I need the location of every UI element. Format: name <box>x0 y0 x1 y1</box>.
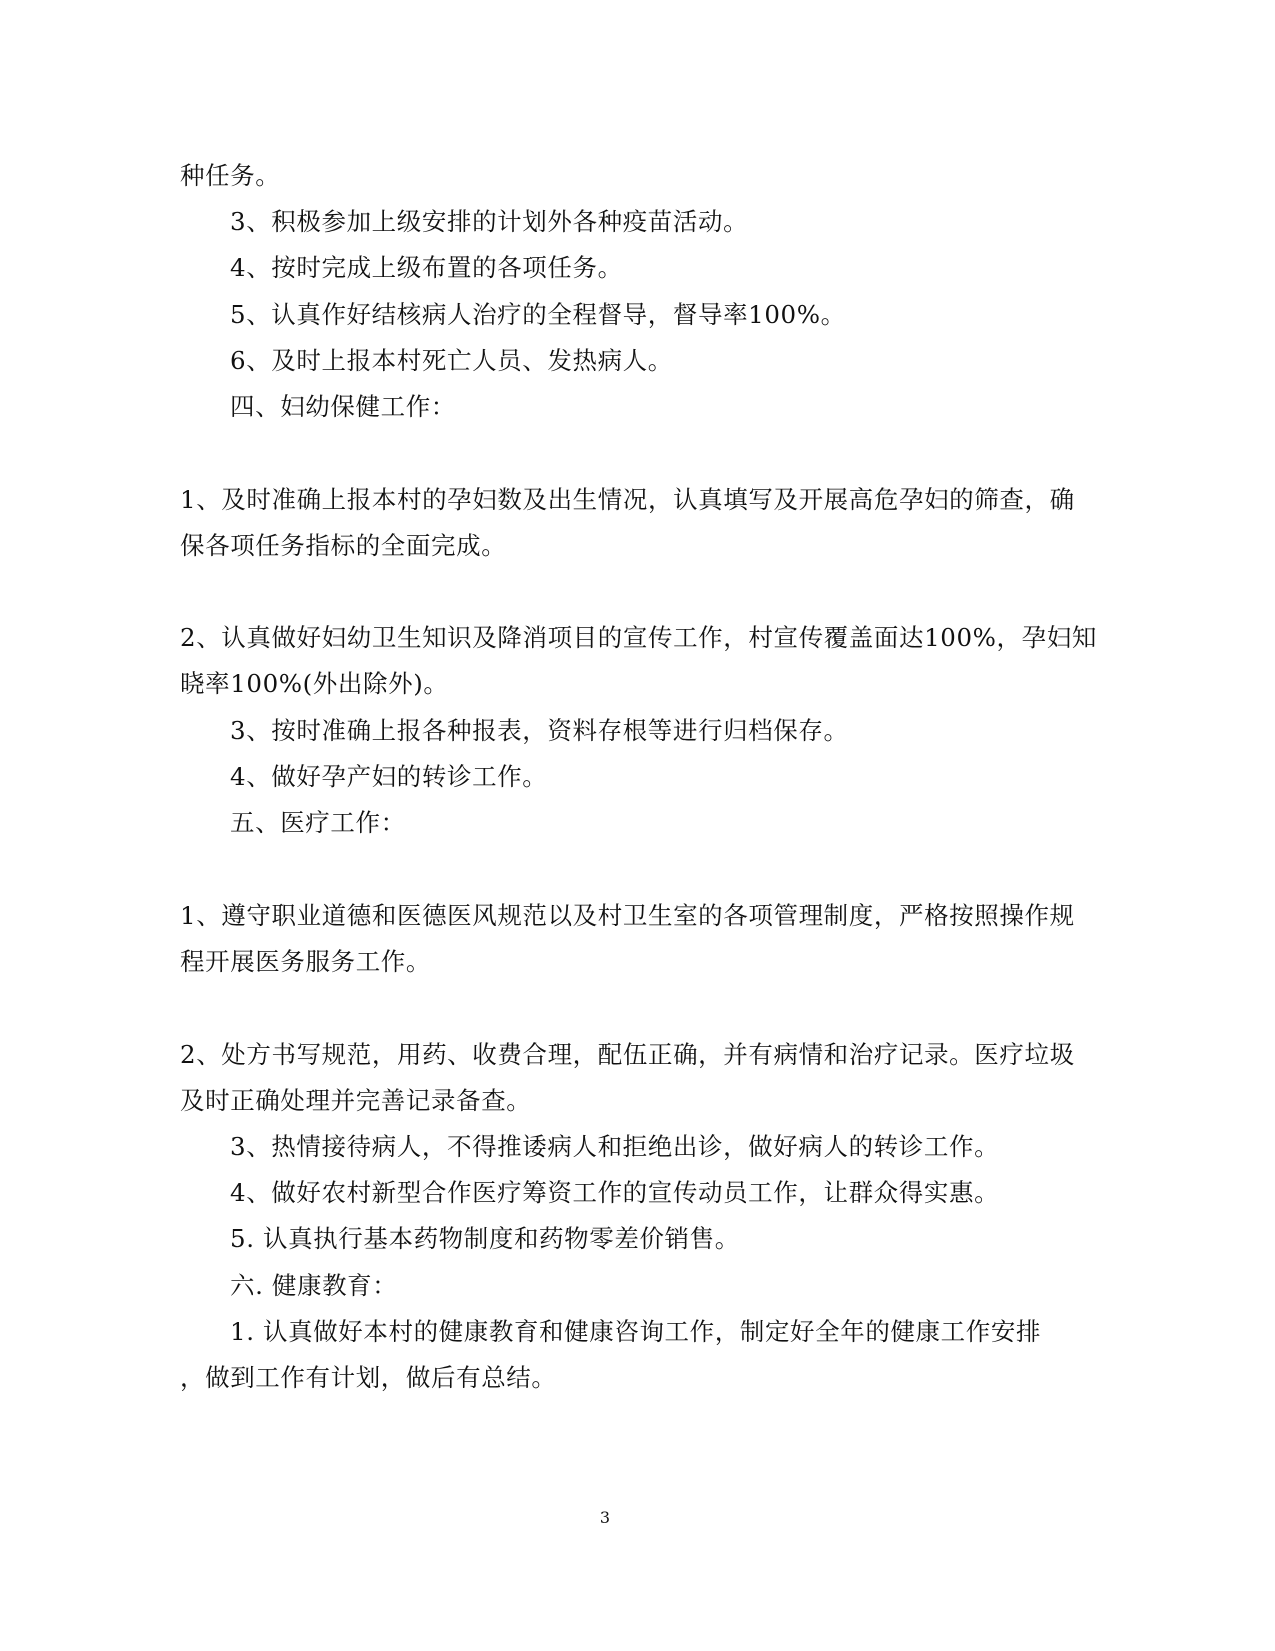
list-item: 1、及时准确上报本村的孕妇数及出生情况，认真填写及开展高危孕妇的筛查，确 <box>180 485 1075 514</box>
list-item: 3、热情接待病人，不得推诿病人和拒绝出诊，做好病人的转诊工作。 <box>230 1132 1000 1161</box>
list-item: 3、积极参加上级安排的计划外各种疫苗活动。 <box>230 207 749 236</box>
list-item: 4、做好农村新型合作医疗筹资工作的宣传动员工作，让群众得实惠。 <box>230 1178 1000 1207</box>
list-item: 4、做好孕产妇的转诊工作。 <box>230 762 548 791</box>
list-item: 2、处方书写规范，用药、收费合理，配伍正确，并有病情和治疗记录。医疗垃圾 <box>180 1040 1075 1069</box>
text-line: 及时正确处理并完善记录备查。 <box>180 1086 532 1115</box>
list-item: 1. 认真做好本村的健康教育和健康咨询工作，制定好全年的健康工作安排 <box>230 1317 1042 1346</box>
list-item: 4、按时完成上级布置的各项任务。 <box>230 253 623 282</box>
text-line: 种任务。 <box>180 161 281 190</box>
list-item: 2、认真做好妇幼卫生知识及降消项目的宣传工作，村宣传覆盖面达100%，孕妇知 <box>180 623 1097 652</box>
text-line: 程开展医务服务工作。 <box>180 947 431 976</box>
section-heading: 六. 健康教育： <box>230 1271 398 1300</box>
list-item: 1、遵守职业道德和医德医风规范以及村卫生室的各项管理制度，严格按照操作规 <box>180 901 1075 930</box>
text-line: ，做到工作有计划，做后有总结。 <box>180 1363 557 1392</box>
list-item: 6、及时上报本村死亡人员、发热病人。 <box>230 346 673 375</box>
list-item: 5. 认真执行基本药物制度和药物零差价销售。 <box>230 1224 740 1253</box>
section-heading: 五、医疗工作： <box>230 808 406 837</box>
section-heading: 四、妇幼保健工作： <box>230 392 456 421</box>
text-line: 保各项任务指标的全面完成。 <box>180 531 507 560</box>
page-number: 3 <box>599 1508 611 1527</box>
list-item: 5、认真作好结核病人治疗的全程督导，督导率100%。 <box>230 300 846 329</box>
list-item: 3、按时准确上报各种报表，资料存根等进行归档保存。 <box>230 716 849 745</box>
text-line: 晓率100%(外出除外)。 <box>180 669 449 698</box>
